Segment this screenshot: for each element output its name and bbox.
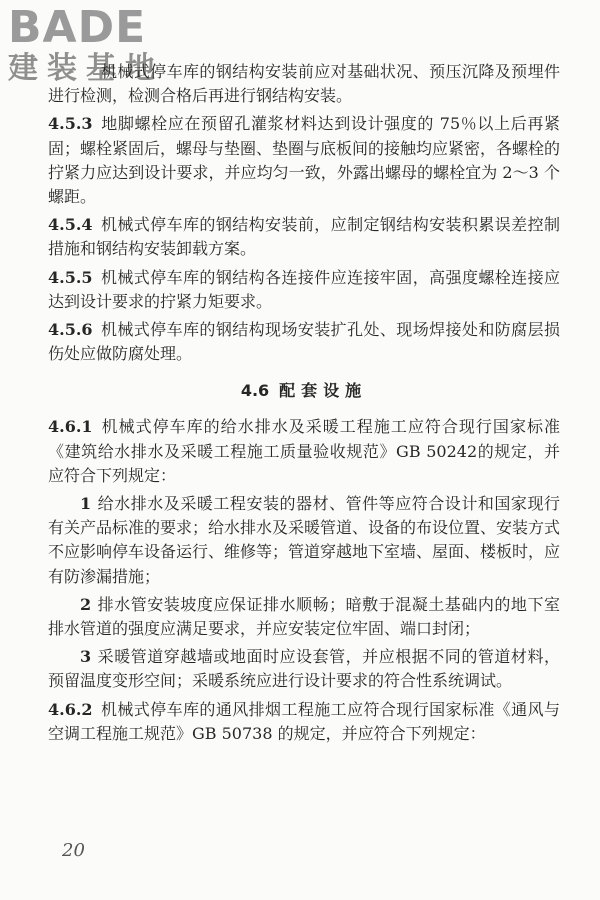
clause-4-6-1 [48, 415, 560, 488]
clause-text: 机械式停车库的给水排水及采暖工程施工应符合现行国家标准《建筑给水排水及采暖工程施工质量验收规范》GB 50242的规定，并应符合下列规定： [48, 417, 560, 485]
clause-text: 机械式停车库的通风排烟工程施工应符合现行国家标准《通风与空调工程施工规范》GB 50738 的规定，并应符合下列规定： [48, 699, 560, 743]
clause-text: 地脚螺栓应在预留孔灌浆材料达到设计强度的 75％以上后再紧固；螺栓紧固后，螺母与垫圈、垫圈与底板间的接触均应紧密，各螺栓的拧紧力应达到设计要求，并应均匀一致，外露出螺母的螺栓宜为 2～3 个螺距。 [48, 114, 561, 207]
clause-4-5-4 [48, 213, 560, 261]
item-number: 3 [80, 647, 92, 667]
clause-number: 4.6.2 [48, 699, 93, 719]
item-number: 1 [80, 494, 92, 514]
section-number: 4.6 [240, 381, 270, 401]
item-text: 给水排水及采暖工程安装的器材、管件等应符合设计和国家现行有关产品标准的要求；给水排水及采暖管道、设备的布设位置、安装方式不应影响停车设备运行、维修等；管道穿越地下室墙、屋面、楼板时，应有防渗漏措施； [48, 494, 561, 586]
clause-4-5-5 [48, 266, 560, 314]
page-number: 20 [62, 840, 85, 861]
logo-text-cn: 建装基地 [8, 51, 164, 86]
clause-4-6-2 [48, 698, 560, 746]
clause-text: 机械式停车库的钢结构现场安装扩孔处、现场焊接处和防腐层损伤处应做防腐处理。 [48, 320, 560, 364]
item-text: 采暖管道穿越墙或地面时应设套管，并应根据不同的管道材料，预留温度变形空间；采暖系统应进行设计要求的符合性系统调试。 [48, 647, 560, 691]
clause-text: 机械式停车库的钢结构各连接件应连接牢固，高强度螺栓连接应达到设计要求的拧紧力矩要求。 [48, 267, 560, 311]
item-text: 排水管安装坡度应保证排水顺畅；暗敷于混凝土基础内的地下室排水管道的强度应满足要求，并应安装定位牢固、端口封闭； [48, 594, 560, 639]
logo-text-en: BADE [8, 2, 147, 53]
list-item [48, 593, 560, 641]
clause-text: 机械式停车库的钢结构安装前应对基础状况、预压沉降及预埋件进行检测，检测合格后再进行钢结构安装。 [48, 62, 560, 106]
clause-number: 4.5.5 [48, 267, 93, 287]
clause-4-5-3 [48, 112, 560, 209]
section-title: 配套设施 [279, 381, 368, 401]
clause-number: 4.6.1 [48, 417, 93, 437]
clause-number: 4.5.6 [48, 320, 93, 340]
clause-number: 4.5.3 [48, 114, 93, 134]
list-item [48, 492, 560, 589]
item-number: 2 [80, 594, 92, 614]
document-body [48, 60, 560, 746]
clause-text: 机械式停车库的钢结构安装前，应制定钢结构安装积累误差控制措施和钢结构安装卸载方案。 [48, 215, 560, 259]
list-item [48, 645, 560, 693]
section-heading [48, 378, 560, 401]
clause-4-5-2 [48, 60, 560, 108]
clause-number: 4.5.4 [48, 215, 93, 235]
clause-4-5-6 [48, 318, 560, 366]
